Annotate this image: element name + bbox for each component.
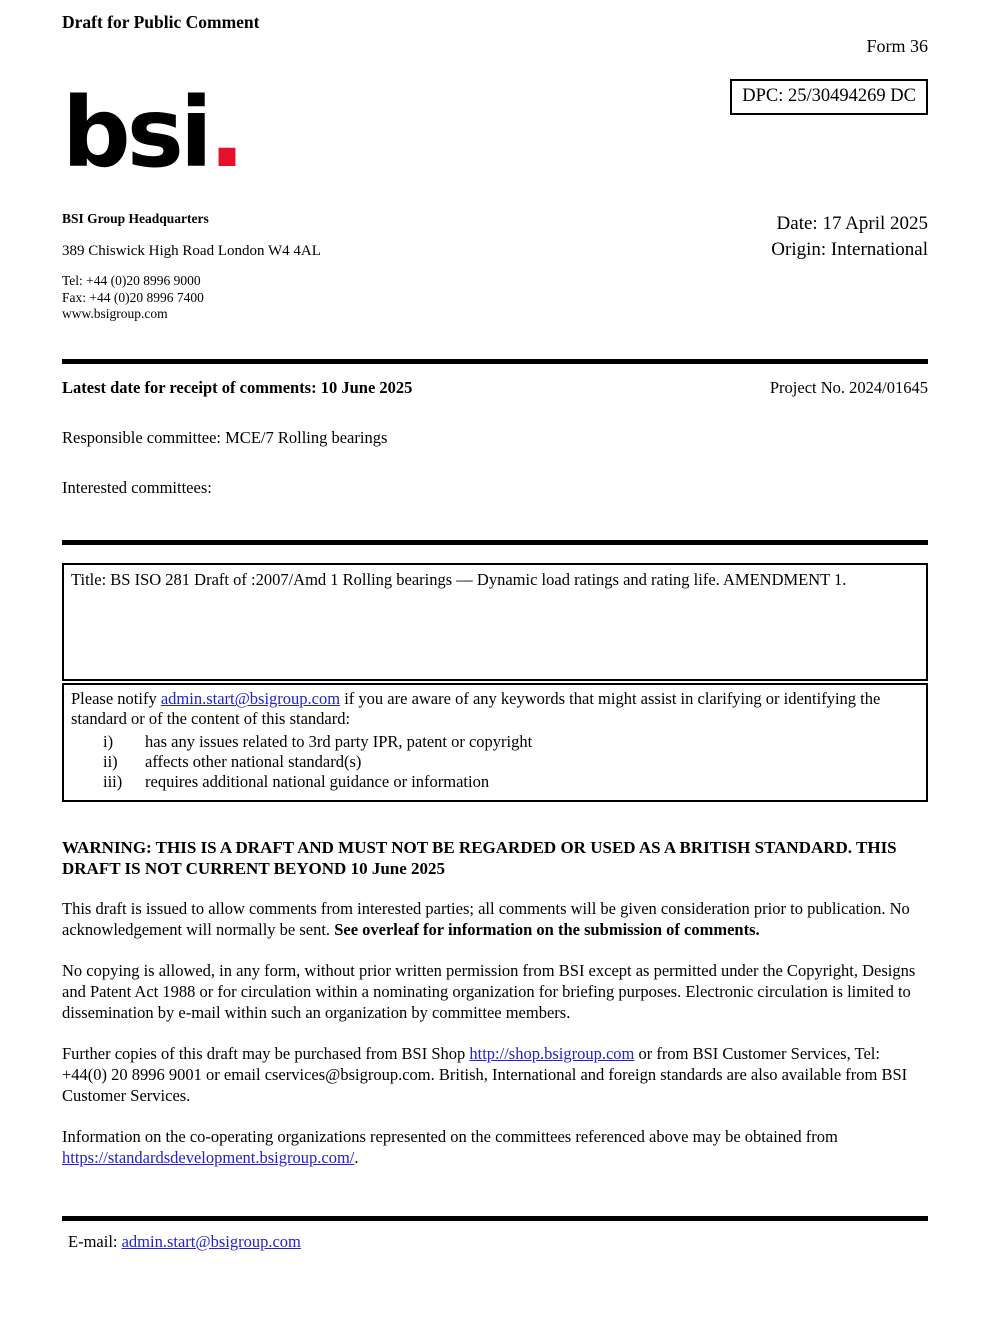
list-item-text: requires additional national guidance or information xyxy=(145,771,490,791)
website-line: www.bsigroup.com xyxy=(62,306,168,322)
list-item xyxy=(71,732,919,752)
horizontal-rule-middle xyxy=(62,540,928,545)
top-row xyxy=(62,12,928,57)
origin-line: Origin: International xyxy=(771,238,928,260)
dpc-number-box: DPC: 25/30494269 DC xyxy=(730,79,928,115)
horizontal-rule-bottom xyxy=(62,1216,928,1221)
title-box: Title: BS ISO 281 Draft of :2007/Amd 1 Rolling bearings — Dynamic load ratings and rating life. AMENDMENT 1. xyxy=(62,563,928,681)
latest-date-for-comments: Latest date for receipt of comments: 10 June 2025 xyxy=(62,378,413,398)
notify-suffix: if you are aware of any keywords that might assist in clarifying or identifying the standard or of the content of this standard: xyxy=(71,689,881,729)
standards-development-link[interactable]: https://standardsdevelopment.bsigroup.com/ xyxy=(62,1147,355,1167)
draft-for-public-comment-label: Draft for Public Comment xyxy=(62,12,260,32)
headquarters-title: BSI Group Headquarters xyxy=(62,211,209,226)
responsible-committee-line: Responsible committee: MCE/7 Rolling bearings xyxy=(62,428,388,448)
paragraph-text: or from BSI Customer Services, Tel: +44(0) 20 8996 9001 or email cservices@bsigroup.com. British, International and foreign standards are also available from BSI Customer Services. xyxy=(62,1044,908,1106)
paragraph-bold-text: See overleaf for information on the submission of comments. xyxy=(334,920,760,940)
project-number: Project No. 2024/01645 xyxy=(769,378,928,398)
list-item-numeral: ii) xyxy=(103,751,118,771)
notify-box xyxy=(62,683,928,802)
bsi-logo xyxy=(62,77,242,189)
list-item-text: affects other national standard(s) xyxy=(145,751,362,771)
form-number: Form 36 xyxy=(866,36,928,56)
paragraph-text: Further copies of this draft may be purchased from BSI Shop xyxy=(62,1044,470,1064)
interested-committees-line: Interested committees: xyxy=(62,478,212,498)
footer-email-link[interactable]: admin.start@bsigroup.com xyxy=(121,1232,301,1251)
list-item xyxy=(71,752,919,772)
footer-email-label: E-mail: xyxy=(68,1232,122,1251)
comments-deadline-row xyxy=(62,378,928,398)
notify-list xyxy=(71,732,919,792)
date-line: Date: 17 April 2025 xyxy=(776,213,928,234)
bsi-logo-dot: . xyxy=(208,77,242,189)
address-meta-row xyxy=(62,211,928,323)
notify-email-link[interactable]: admin.start@bsigroup.com xyxy=(160,689,341,709)
bsi-shop-link[interactable]: http://shop.bsigroup.com xyxy=(469,1044,635,1064)
list-item-text: has any issues related to 3rd party IPR, patent or copyright xyxy=(145,731,533,751)
paragraph-text: This draft is issued to allow comments from interested parties; all comments will be given consideration prior to publication. No acknowledgement will normally be sent. xyxy=(62,899,910,940)
horizontal-rule-top xyxy=(62,359,928,364)
paragraph-text: Information on the co-operating organizations represented on the committees referenced above may be obtained from xyxy=(62,1126,838,1146)
address-line: 389 Chiswick High Road London W4 4AL xyxy=(62,242,321,259)
warning-text: WARNING: THIS IS A DRAFT AND MUST NOT BE REGARDED OR USED AS A BRITISH STANDARD. THIS DRAFT IS NOT CURRENT BEYOND 10 June 2025 xyxy=(62,837,897,878)
paragraph-cooperating-organizations xyxy=(62,1127,928,1169)
telephone-line: Tel: +44 (0)20 8996 9000 xyxy=(62,272,201,288)
notify-prefix: Please notify xyxy=(71,689,161,709)
list-item-numeral: i) xyxy=(103,731,114,751)
footer-email-line xyxy=(68,1232,301,1252)
list-item-numeral: iii) xyxy=(103,771,123,791)
date-origin-block xyxy=(771,211,928,323)
paragraph-draft-issued xyxy=(62,899,928,941)
address-block xyxy=(62,211,321,323)
fax-line: Fax: +44 (0)20 8996 7400 xyxy=(62,289,204,305)
paragraph-further-copies xyxy=(62,1044,928,1107)
list-item xyxy=(71,772,919,792)
paragraph-text: . xyxy=(354,1147,359,1167)
bsi-logo-text: bsi xyxy=(62,77,209,189)
paragraph-no-copying: No copying is allowed, in any form, without prior written permission from BSI except as permitted under the Copyright, Designs and Patent Act 1988 or for circulation within a nominating organization for briefing purposes. Electronic circulation is limited to dissemination by e-mail within such an organization by committee members. xyxy=(62,961,916,1023)
